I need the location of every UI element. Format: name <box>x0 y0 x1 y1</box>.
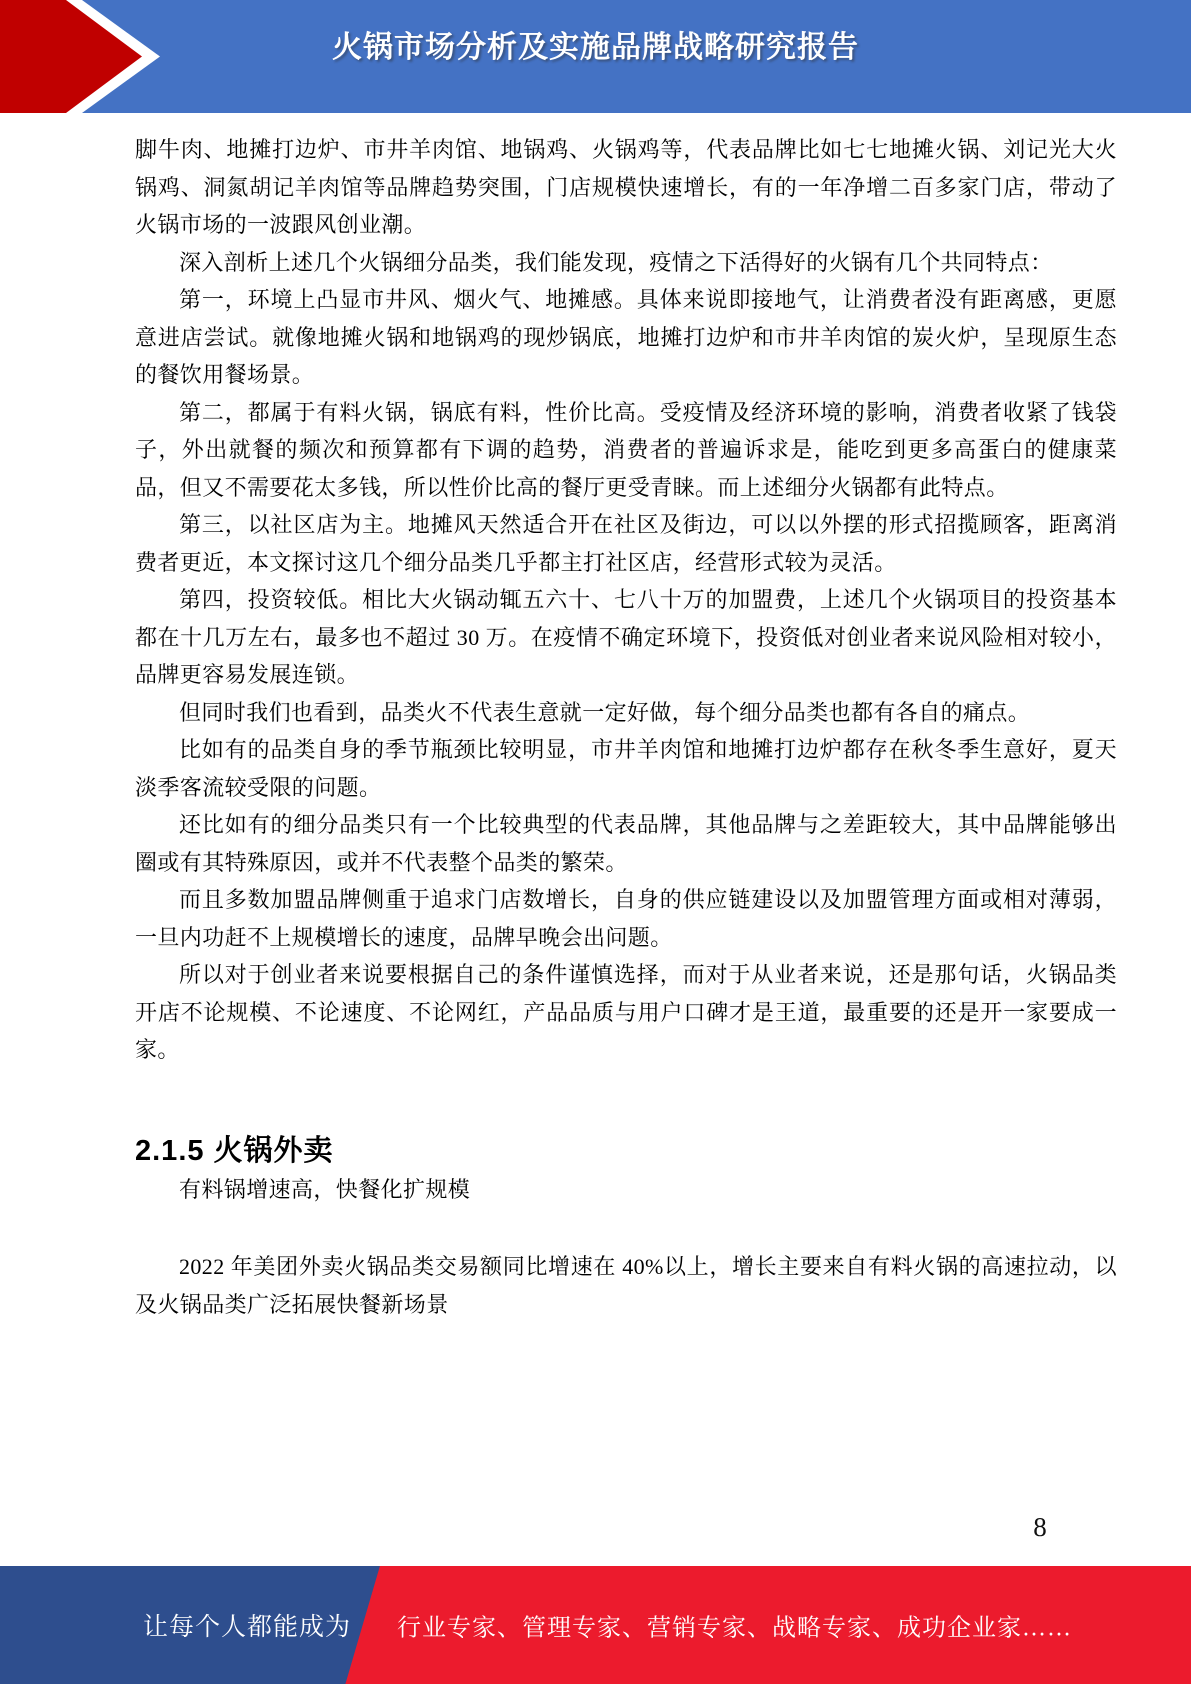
body-paragraph: 而且多数加盟品牌侧重于追求门店数增长，自身的供应链建设以及加盟管理方面或相对薄弱，一旦内功赶不上规模增长的速度，品牌早晚会出问题。 <box>135 887 1117 950</box>
footer-slogan-right: 行业专家、管理专家、营销专家、战略专家、成功企业家…… <box>397 1615 1072 1642</box>
body-paragraph: 第一，环境上凸显市井风、烟火气、地摊感。具体来说即接地气，让消费者没有距离感，更愿意进店尝试。就像地摊火锅和地锅鸡的现炒锅底，地摊打边炉和市井羊肉馆的炭火炉，呈现原生态的餐饮用餐场景。 <box>135 287 1117 387</box>
header-banner <box>0 0 1191 113</box>
page-body <box>135 131 1117 1323</box>
section-paragraphs <box>135 1248 1117 1323</box>
body-paragraph: 脚牛肉、地摊打边炉、市井羊肉馆、地锅鸡、火锅鸡等，代表品牌比如七七地摊火锅、刘记光大火锅鸡、洞氮胡记羊肉馆等品牌趋势突围，门店规模快速增长，有的一年净增二百多家门店，带动了火锅市场的一波跟风创业潮。 <box>135 137 1117 237</box>
body-paragraph: 但同时我们也看到，品类火不代表生意就一定好做，每个细分品类也都有各自的痛点。 <box>179 699 1031 725</box>
report-title: 火锅市场分析及实施品牌战略研究报告 <box>332 31 859 64</box>
section-heading: 2.1.5 火锅外卖 <box>135 1134 334 1167</box>
footer-banner <box>0 1566 1191 1684</box>
body-paragraphs <box>135 131 1117 1069</box>
footer-slogan-left: 让每个人都能成为 <box>143 1614 352 1641</box>
body-paragraph: 深入剖析上述几个火锅细分品类，我们能发现，疫情之下活得好的火锅有几个共同特点： <box>179 249 1053 275</box>
body-paragraph: 比如有的品类自身的季节瓶颈比较明显，市井羊肉馆和地摊打边炉都存在秋冬季生意好，夏天淡季客流较受限的问题。 <box>135 737 1117 800</box>
body-paragraph: 第四，投资较低。相比大火锅动辄五六十、七八十万的加盟费，上述几个火锅项目的投资基本都在十几万左右，最多也不超过 30 万。在疫情不确定环境下，投资低对创业者来说风险相对较小，品牌更容易发展连锁。 <box>135 587 1117 687</box>
page-number: 8 <box>1033 1512 1047 1542</box>
body-paragraph: 第二，都属于有料火锅，锅底有料，性价比高。受疫情及经济环境的影响，消费者收紧了钱袋子，外出就餐的频次和预算都有下调的趋势，消费者的普遍诉求是，能吃到更多高蛋白的健康菜品，但又不需要花太多钱，所以性价比高的餐厅更受青睐。而上述细分火锅都有此特点。 <box>135 399 1117 500</box>
body-paragraph: 2022 年美团外卖火锅品类交易额同比增速在 40%以上，增长主要来自有料火锅的高速拉动，以及火锅品类广泛拓展快餐新场景 <box>135 1254 1117 1317</box>
body-paragraph: 还比如有的细分品类只有一个比较典型的代表品牌，其他品牌与之差距较大，其中品牌能够出圈或有其特殊原因，或并不代表整个品类的繁荣。 <box>135 812 1117 875</box>
body-paragraph: 所以对于创业者来说要根据自己的条件谨慎选择，而对于从业者来说，还是那句话，火锅品类开店不论规模、不论速度、不论网红，产品品质与用户口碑才是王道，最重要的还是开一家要成一家。 <box>135 962 1117 1062</box>
section-subtitle: 有料锅增速高，快餐化扩规模 <box>179 1176 471 1202</box>
body-paragraph: 第三，以社区店为主。地摊风天然适合开在社区及街边，可以以外摆的形式招揽顾客，距离消费者更近，本文探讨这几个细分品类几乎都主打社区店，经营形式较为灵活。 <box>135 512 1117 575</box>
